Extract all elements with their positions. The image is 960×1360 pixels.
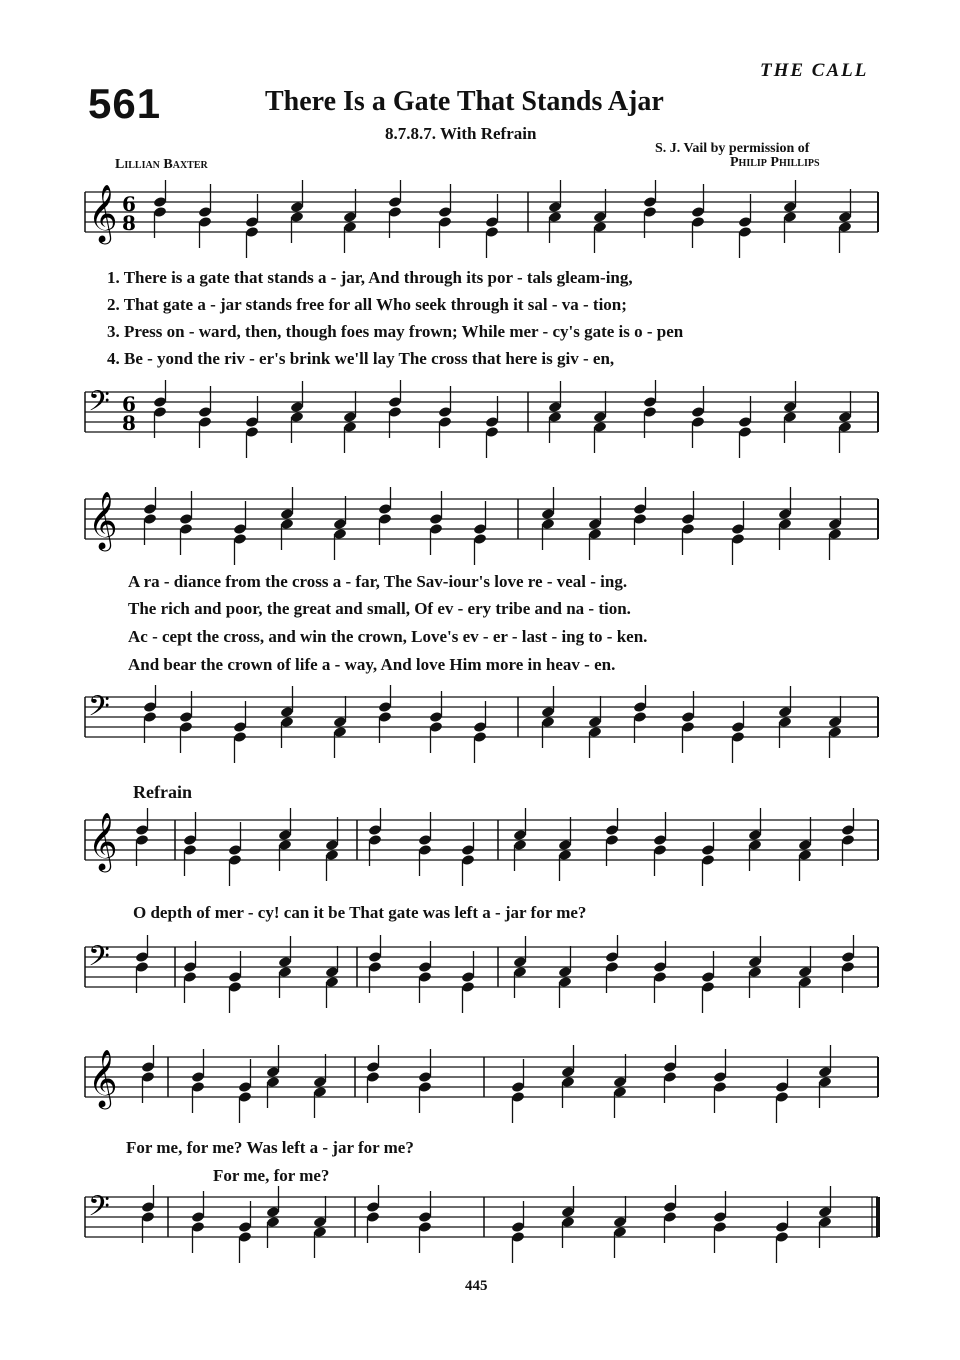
composer-credit: S. J. Vail by permission of <box>655 141 810 156</box>
composer-permission-holder: Philip Phillips <box>730 155 820 170</box>
hymn-title: There Is a Gate That Stands Ajar <box>265 86 664 117</box>
bass-staff-system-4 <box>0 1185 960 1275</box>
treble-staff-system-1 <box>0 180 960 270</box>
bass-staff-system-1 <box>0 380 960 470</box>
bass-clef-icon: 𝄢 <box>88 690 110 730</box>
verse-1-line-2: A ra - diance from the cross a - far, The Sav-iour's love re - veal - ing. <box>128 572 628 591</box>
lyricist-credit: Lillian Baxter <box>115 157 208 172</box>
refrain-label: Refrain <box>133 782 192 802</box>
bass-clef-icon: 𝄢 <box>88 940 110 980</box>
verse-3-line-1: 3. Press on - ward, then, though foes may frown; While mer - cy's gate is o - pen <box>107 322 684 341</box>
verse-4-line-2: And bear the crown of life a - way, And love Him more in heav - en. <box>128 655 616 674</box>
verse-3-line-2: Ac - cept the cross, and win the crown, Love's ev - er - last - ing to - ken. <box>128 627 648 646</box>
time-signature-bottom: 8 <box>122 211 136 235</box>
time-signature-bottom: 8 <box>122 411 136 435</box>
treble-staff-system-3 <box>0 808 960 898</box>
section-title: THE CALL <box>760 60 869 81</box>
bass-clef-icon: 𝄢 <box>88 385 110 425</box>
treble-clef-icon: 𝄞 <box>88 184 118 242</box>
verse-1-line-1: 1. There is a gate that stands a - jar, And through its por - tals gleam-ing, <box>107 268 633 287</box>
bass-staff-system-2 <box>0 685 960 775</box>
page-number: 445 <box>465 1278 488 1294</box>
bass-clef-icon: 𝄢 <box>88 1190 110 1230</box>
treble-staff-system-4 <box>0 1045 960 1135</box>
refrain-lyric-line-2-bass: For me, for me? <box>213 1166 330 1185</box>
verse-2-line-1: 2. That gate a - jar stands free for all Who seek through it sal - va - tion; <box>107 295 627 314</box>
meter-label: 8.7.8.7. With Refrain <box>385 124 537 143</box>
hymn-number: 561 <box>88 80 162 127</box>
treble-clef-icon: 𝄞 <box>88 491 118 549</box>
refrain-lyric-line-2: For me, for me? Was left a - jar for me? <box>126 1138 414 1157</box>
treble-clef-icon: 𝄞 <box>88 1049 118 1107</box>
verse-2-line-2: The rich and poor, the great and small, Of ev - ery tribe and na - tion. <box>128 599 631 618</box>
time-signature-top: 6 <box>122 392 136 416</box>
time-signature-top: 6 <box>122 192 136 216</box>
treble-clef-icon: 𝄞 <box>88 812 118 870</box>
verse-4-line-1: 4. Be - yond the riv - er's brink we'll lay The cross that here is giv - en, <box>107 349 615 368</box>
bass-staff-system-3 <box>0 935 960 1025</box>
refrain-lyric-line-1: O depth of mer - cy! can it be That gate was left a - jar for me? <box>133 903 587 922</box>
treble-staff-system-2 <box>0 487 960 577</box>
